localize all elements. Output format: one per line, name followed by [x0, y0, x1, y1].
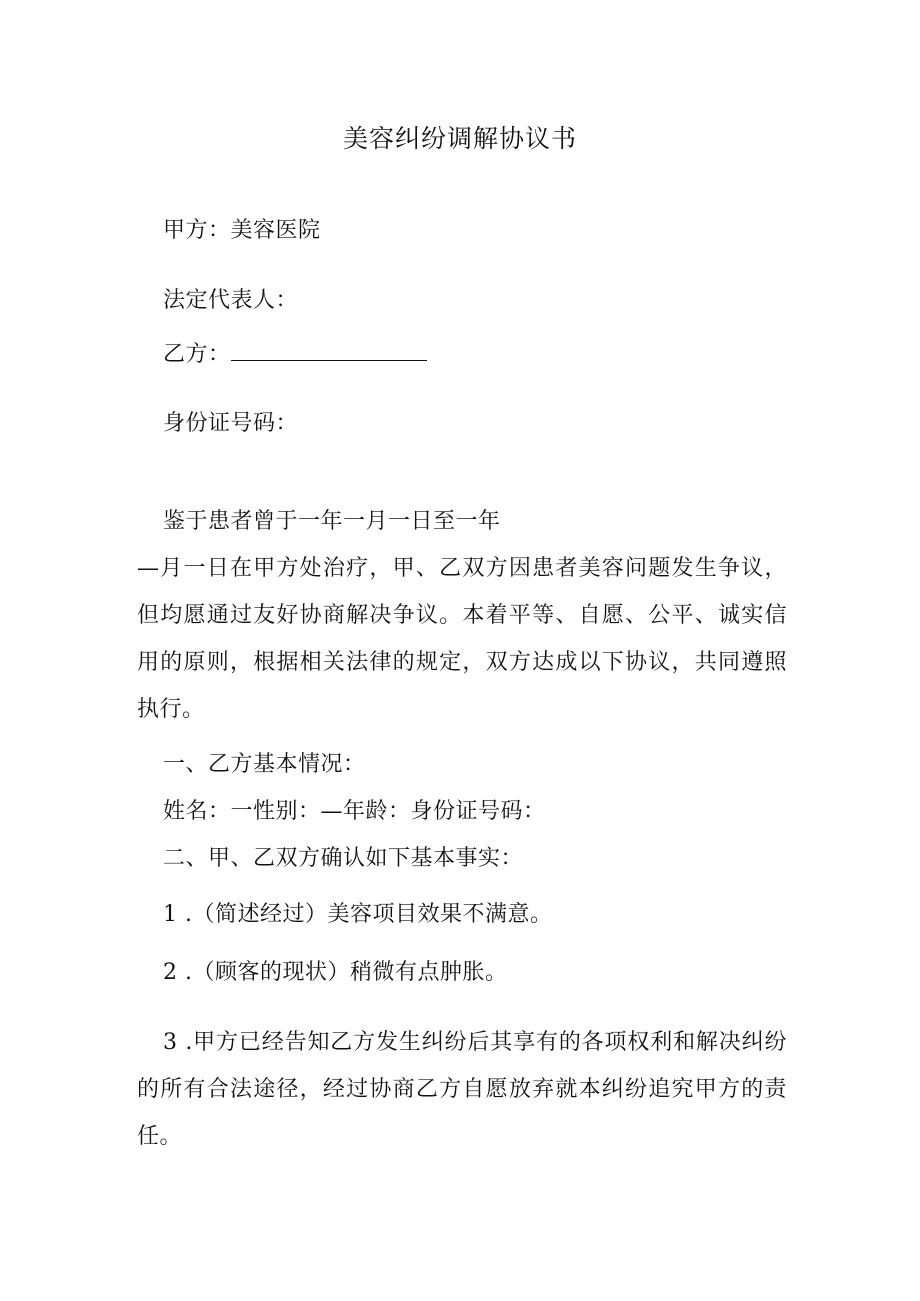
section-1-heading: 一、乙方基本情况：: [163, 752, 366, 777]
party-b-line: [163, 340, 427, 370]
legal-representative-line: 法定代表人：: [163, 288, 299, 313]
fact-item-3: 3 .甲方已经告知乙方发生纠纷后其享有的各项权利和解决纠纷的所有合法途径，经过协商乙方自愿放弃就本纠纷追究甲方的责任。: [137, 1030, 787, 1149]
preamble-first-line: 鉴于患者曾于一年一月一日至一年: [163, 509, 501, 534]
party-b-label: 乙方：: [163, 342, 231, 367]
id-number-line: 身份证号码：: [163, 411, 299, 436]
fact-item-1: 1 .（简述经过）美容项目效果不满意。: [163, 902, 553, 927]
section-2-heading: 二、甲、乙双方确认如下基本事实：: [163, 846, 524, 871]
preamble-paragraph: —月一日在甲方处治疗，甲、乙双方因患者美容问题发生争议，但均愿通过友好协商解决争议。本着平等、自愿、公平、诚实信用的原则，根据相关法律的规定，双方达成以下协议，共同遵照执行。: [137, 556, 787, 722]
document-title: 美容纠纷调解协议书: [342, 124, 577, 153]
basic-info-line: 姓名：一性别：—年龄：身份证号码：: [163, 799, 546, 824]
party-b-blank: [231, 340, 427, 361]
fact-item-2: 2 .（顾客的现状）稍微有点肿胀。: [163, 960, 508, 985]
party-a-line: 甲方：美容医院: [163, 218, 321, 243]
